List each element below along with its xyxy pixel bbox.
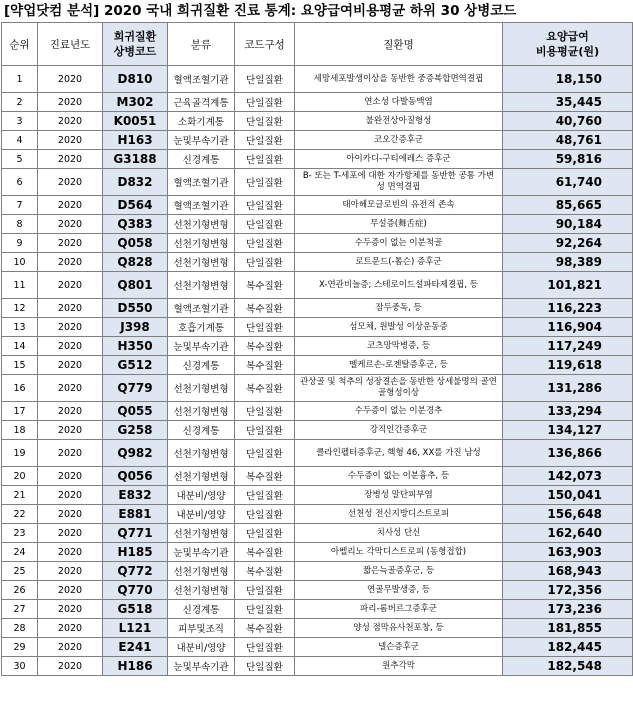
cell-cost: 133,294: [503, 402, 633, 421]
cell-cost: 163,903: [503, 543, 633, 562]
cell-category: 선천기형변형: [168, 467, 235, 486]
cell-year: 2020: [38, 375, 103, 402]
cell-composition: 복수질환: [235, 356, 295, 375]
table-row: [2, 581, 633, 600]
header-category: 분류: [168, 23, 235, 66]
cell-code: J398: [103, 318, 168, 337]
cell-composition: 단일질환: [235, 150, 295, 169]
cell-year: 2020: [38, 253, 103, 272]
table-row: [2, 486, 633, 505]
cell-year: 2020: [38, 150, 103, 169]
cell-cost: 173,236: [503, 600, 633, 619]
table-row: [2, 467, 633, 486]
cell-cost: 117,249: [503, 337, 633, 356]
cell-cost: 150,041: [503, 486, 633, 505]
cell-disease: 강직인간증후군: [295, 421, 503, 440]
cell-code: K0051: [103, 112, 168, 131]
cell-category: 눈및부속기관: [168, 657, 235, 676]
cell-category: 신경계통: [168, 600, 235, 619]
cell-disease: 불완전상아질형성: [295, 112, 503, 131]
cell-category: 눈및부속기관: [168, 543, 235, 562]
cell-disease: 코츠망막병증, 등: [295, 337, 503, 356]
cell-code: Q771: [103, 524, 168, 543]
cell-rank: 10: [2, 253, 38, 272]
cell-year: 2020: [38, 562, 103, 581]
table-row: [2, 402, 633, 421]
cell-rank: 20: [2, 467, 38, 486]
cell-rank: 1: [2, 66, 38, 93]
cell-rank: 4: [2, 131, 38, 150]
cell-composition: 단일질환: [235, 657, 295, 676]
cell-composition: 단일질환: [235, 253, 295, 272]
cell-category: 선천기형변형: [168, 402, 235, 421]
cell-code: L121: [103, 619, 168, 638]
cell-rank: 8: [2, 215, 38, 234]
cell-cost: 18,150: [503, 66, 633, 93]
cell-category: 선천기형변형: [168, 562, 235, 581]
cell-composition: 복수질환: [235, 619, 295, 638]
header-row: [2, 23, 633, 66]
header-cost-line1: 요양급여: [546, 30, 589, 43]
cell-year: 2020: [38, 112, 103, 131]
table-row: [2, 375, 633, 402]
cell-composition: 단일질환: [235, 131, 295, 150]
cell-year: 2020: [38, 524, 103, 543]
cell-code: H163: [103, 131, 168, 150]
cell-year: 2020: [38, 234, 103, 253]
cell-disease: 수두증이 없는 이분척골: [295, 234, 503, 253]
cell-composition: 단일질환: [235, 524, 295, 543]
cell-rank: 3: [2, 112, 38, 131]
cell-cost: 168,943: [503, 562, 633, 581]
header-cost-line2: 비용평균(원): [535, 45, 600, 58]
cell-rank: 15: [2, 356, 38, 375]
cell-disease: 관상골 및 척추의 성장결손을 동반한 상세불명의 골연골형성이상: [295, 375, 503, 402]
cell-category: 선천기형변형: [168, 215, 235, 234]
cell-composition: 단일질환: [235, 215, 295, 234]
cell-category: 선천기형변형: [168, 272, 235, 299]
cell-rank: 28: [2, 619, 38, 638]
cell-cost: 48,761: [503, 131, 633, 150]
cell-category: 혈액조혈기관: [168, 66, 235, 93]
cell-composition: 복수질환: [235, 337, 295, 356]
cell-cost: 134,127: [503, 421, 633, 440]
table-row: [2, 318, 633, 337]
cell-rank: 7: [2, 196, 38, 215]
cell-code: Q982: [103, 440, 168, 467]
header-composition: 코드구성: [235, 23, 295, 66]
cell-composition: 단일질환: [235, 486, 295, 505]
cell-category: 혈액조혈기관: [168, 299, 235, 318]
cell-disease: 수두증이 없는 이분경추: [295, 402, 503, 421]
header-kcd-line2: 상병코드: [113, 45, 157, 58]
header-rank: 순위: [2, 23, 38, 66]
cell-year: 2020: [38, 543, 103, 562]
header-disease: 질환명: [295, 23, 503, 66]
cell-composition: 복수질환: [235, 562, 295, 581]
cell-category: 피부및조직: [168, 619, 235, 638]
table-row: [2, 234, 633, 253]
cell-category: 선천기형변형: [168, 524, 235, 543]
cell-composition: 단일질환: [235, 638, 295, 657]
table-row: [2, 562, 633, 581]
cell-composition: 복수질환: [235, 375, 295, 402]
cell-cost: 131,286: [503, 375, 633, 402]
table-row: [2, 356, 633, 375]
table-body: [2, 66, 633, 676]
cell-disease: 연골무발생증, 등: [295, 581, 503, 600]
cell-rank: 18: [2, 421, 38, 440]
cell-code: Q055: [103, 402, 168, 421]
table-row: [2, 66, 633, 93]
cell-disease: 로트문드(-톰슨) 증후군: [295, 253, 503, 272]
table-row: [2, 169, 633, 196]
cell-code: Q056: [103, 467, 168, 486]
cell-year: 2020: [38, 318, 103, 337]
table-row: [2, 524, 633, 543]
cell-code: Q058: [103, 234, 168, 253]
table-row: [2, 196, 633, 215]
cell-cost: 116,223: [503, 299, 633, 318]
cell-rank: 19: [2, 440, 38, 467]
cell-category: 내분비/영양: [168, 486, 235, 505]
cell-code: E832: [103, 486, 168, 505]
cell-category: 선천기형변형: [168, 253, 235, 272]
cell-composition: 단일질환: [235, 440, 295, 467]
cell-composition: 단일질환: [235, 169, 295, 196]
cell-disease: 아이카디-구티에레스 증후군: [295, 150, 503, 169]
cell-code: Q801: [103, 272, 168, 299]
cell-category: 내분비/영양: [168, 505, 235, 524]
cell-category: 선천기형변형: [168, 375, 235, 402]
cell-disease: 치사성 단신: [295, 524, 503, 543]
cell-composition: 복수질환: [235, 272, 295, 299]
table-row: [2, 272, 633, 299]
cell-code: M302: [103, 93, 168, 112]
cell-code: D810: [103, 66, 168, 93]
cell-category: 선천기형변형: [168, 581, 235, 600]
cell-composition: 단일질환: [235, 318, 295, 337]
table-row: [2, 505, 633, 524]
cell-rank: 11: [2, 272, 38, 299]
cell-year: 2020: [38, 66, 103, 93]
cell-code: H186: [103, 657, 168, 676]
rare-disease-cost-table: [1, 22, 633, 676]
cell-rank: 22: [2, 505, 38, 524]
cell-disease: 넬슨증후군: [295, 638, 503, 657]
table-row: [2, 150, 633, 169]
cell-cost: 156,648: [503, 505, 633, 524]
cell-disease: 수두증이 없는 이분흉추, 등: [295, 467, 503, 486]
cell-rank: 23: [2, 524, 38, 543]
cell-rank: 9: [2, 234, 38, 253]
cell-composition: 단일질환: [235, 505, 295, 524]
cell-composition: 단일질환: [235, 66, 295, 93]
cell-disease: 원추각막: [295, 657, 503, 676]
cell-year: 2020: [38, 486, 103, 505]
cell-year: 2020: [38, 356, 103, 375]
cell-rank: 13: [2, 318, 38, 337]
table-row: [2, 215, 633, 234]
cell-year: 2020: [38, 619, 103, 638]
cell-disease: 선천성 전신지방디스트로피: [295, 505, 503, 524]
cell-year: 2020: [38, 600, 103, 619]
cell-rank: 25: [2, 562, 38, 581]
cell-code: E881: [103, 505, 168, 524]
cell-disease: 클라인펠터증후군, 핵형 46, XX를 가진 남성: [295, 440, 503, 467]
table-row: [2, 619, 633, 638]
cell-rank: 17: [2, 402, 38, 421]
cell-cost: 101,821: [503, 272, 633, 299]
cell-disease: B- 또는 T-세포에 대한 자가항체를 동반한 공통 가변성 면역결핍: [295, 169, 503, 196]
cell-disease: 멜케르손-로젠탈증후군, 등: [295, 356, 503, 375]
cell-code: H185: [103, 543, 168, 562]
cell-year: 2020: [38, 215, 103, 234]
cell-cost: 182,445: [503, 638, 633, 657]
cell-rank: 24: [2, 543, 38, 562]
cell-rank: 21: [2, 486, 38, 505]
cell-year: 2020: [38, 505, 103, 524]
cell-year: 2020: [38, 272, 103, 299]
cell-year: 2020: [38, 131, 103, 150]
cell-disease: 잠두중독, 등: [295, 299, 503, 318]
cell-disease: 세망세포발생이상을 동반한 중증복합면역결핍: [295, 66, 503, 93]
cell-cost: 61,740: [503, 169, 633, 196]
cell-composition: 단일질환: [235, 600, 295, 619]
header-kcd-line1: 희귀질환: [113, 30, 157, 43]
cell-year: 2020: [38, 421, 103, 440]
cell-composition: 단일질환: [235, 196, 295, 215]
cell-disease: 섬모체, 원발성 이상운동증: [295, 318, 503, 337]
cell-cost: 116,904: [503, 318, 633, 337]
table-row: [2, 131, 633, 150]
cell-year: 2020: [38, 93, 103, 112]
cell-category: 혈액조혈기관: [168, 196, 235, 215]
cell-disease: 연소성 다발동맥염: [295, 93, 503, 112]
table-row: [2, 112, 633, 131]
cell-disease: 아벨리노 각막디스트로피 (동형접합): [295, 543, 503, 562]
cell-code: D550: [103, 299, 168, 318]
cell-composition: 복수질환: [235, 467, 295, 486]
cell-composition: 단일질환: [235, 93, 295, 112]
cell-rank: 14: [2, 337, 38, 356]
cell-year: 2020: [38, 657, 103, 676]
table-row: [2, 337, 633, 356]
cell-code: G512: [103, 356, 168, 375]
cell-rank: 27: [2, 600, 38, 619]
cell-code: E241: [103, 638, 168, 657]
cell-category: 혈액조혈기관: [168, 169, 235, 196]
cell-composition: 복수질환: [235, 299, 295, 318]
table-row: [2, 421, 633, 440]
table-row: [2, 657, 633, 676]
cell-composition: 단일질환: [235, 112, 295, 131]
cell-year: 2020: [38, 299, 103, 318]
cell-year: 2020: [38, 337, 103, 356]
cell-code: G3188: [103, 150, 168, 169]
cell-year: 2020: [38, 169, 103, 196]
cell-rank: 6: [2, 169, 38, 196]
cell-disease: 코오간증후군: [295, 131, 503, 150]
cell-code: G518: [103, 600, 168, 619]
cell-disease: 무설증(舞舌症): [295, 215, 503, 234]
cell-composition: 단일질환: [235, 581, 295, 600]
cell-cost: 98,389: [503, 253, 633, 272]
table-row: [2, 253, 633, 272]
cell-code: D832: [103, 169, 168, 196]
table-row: [2, 543, 633, 562]
cell-cost: 90,184: [503, 215, 633, 234]
cell-year: 2020: [38, 638, 103, 657]
page-title: [약업닷컴 분석] 2020 국내 희귀질환 진료 통계: 요양급여비용평균 하위 30 상병코드: [4, 3, 517, 19]
cell-disease: X-연관비늘증; 스테로이드설파타제결핍, 등: [295, 272, 503, 299]
cell-rank: 5: [2, 150, 38, 169]
cell-cost: 181,855: [503, 619, 633, 638]
cell-category: 소화기계통: [168, 112, 235, 131]
cell-code: H350: [103, 337, 168, 356]
header-cost: [503, 23, 633, 66]
cell-year: 2020: [38, 402, 103, 421]
cell-cost: 172,356: [503, 581, 633, 600]
cell-rank: 30: [2, 657, 38, 676]
cell-year: 2020: [38, 196, 103, 215]
cell-category: 선천기형변형: [168, 234, 235, 253]
cell-year: 2020: [38, 440, 103, 467]
cell-cost: 182,548: [503, 657, 633, 676]
cell-code: D564: [103, 196, 168, 215]
cell-composition: 단일질환: [235, 402, 295, 421]
cell-disease: 파리-롬버르그증후군: [295, 600, 503, 619]
cell-code: Q772: [103, 562, 168, 581]
cell-category: 신경계통: [168, 421, 235, 440]
cell-category: 신경계통: [168, 150, 235, 169]
cell-code: Q828: [103, 253, 168, 272]
cell-cost: 162,640: [503, 524, 633, 543]
cell-cost: 136,866: [503, 440, 633, 467]
cell-code: Q383: [103, 215, 168, 234]
cell-disease: 짧은늑골증후군, 등: [295, 562, 503, 581]
cell-cost: 119,618: [503, 356, 633, 375]
cell-code: G258: [103, 421, 168, 440]
table-row: [2, 93, 633, 112]
cell-category: 호흡기계통: [168, 318, 235, 337]
cell-cost: 35,445: [503, 93, 633, 112]
cell-cost: 142,073: [503, 467, 633, 486]
cell-code: Q770: [103, 581, 168, 600]
cell-composition: 단일질환: [235, 421, 295, 440]
cell-rank: 12: [2, 299, 38, 318]
cell-category: 선천기형변형: [168, 440, 235, 467]
table-row: [2, 600, 633, 619]
cell-rank: 26: [2, 581, 38, 600]
cell-category: 눈및부속기관: [168, 337, 235, 356]
cell-cost: 40,760: [503, 112, 633, 131]
cell-rank: 2: [2, 93, 38, 112]
table-row: [2, 440, 633, 467]
cell-composition: 단일질환: [235, 234, 295, 253]
table-row: [2, 299, 633, 318]
cell-category: 근육골격계통: [168, 93, 235, 112]
cell-cost: 59,816: [503, 150, 633, 169]
cell-cost: 92,264: [503, 234, 633, 253]
cell-rank: 29: [2, 638, 38, 657]
header-kcd: [103, 23, 168, 66]
cell-disease: 양성 점막유사천포창, 등: [295, 619, 503, 638]
cell-disease: 태아헤모글로빈의 유전적 존속: [295, 196, 503, 215]
cell-category: 눈및부속기관: [168, 131, 235, 150]
cell-category: 신경계통: [168, 356, 235, 375]
table-row: [2, 638, 633, 657]
cell-composition: 복수질환: [235, 543, 295, 562]
cell-code: Q779: [103, 375, 168, 402]
header-year: 진료년도: [38, 23, 103, 66]
cell-rank: 16: [2, 375, 38, 402]
cell-cost: 85,665: [503, 196, 633, 215]
cell-disease: 장병성 말단피부염: [295, 486, 503, 505]
cell-year: 2020: [38, 581, 103, 600]
cell-year: 2020: [38, 467, 103, 486]
cell-category: 내분비/영양: [168, 638, 235, 657]
